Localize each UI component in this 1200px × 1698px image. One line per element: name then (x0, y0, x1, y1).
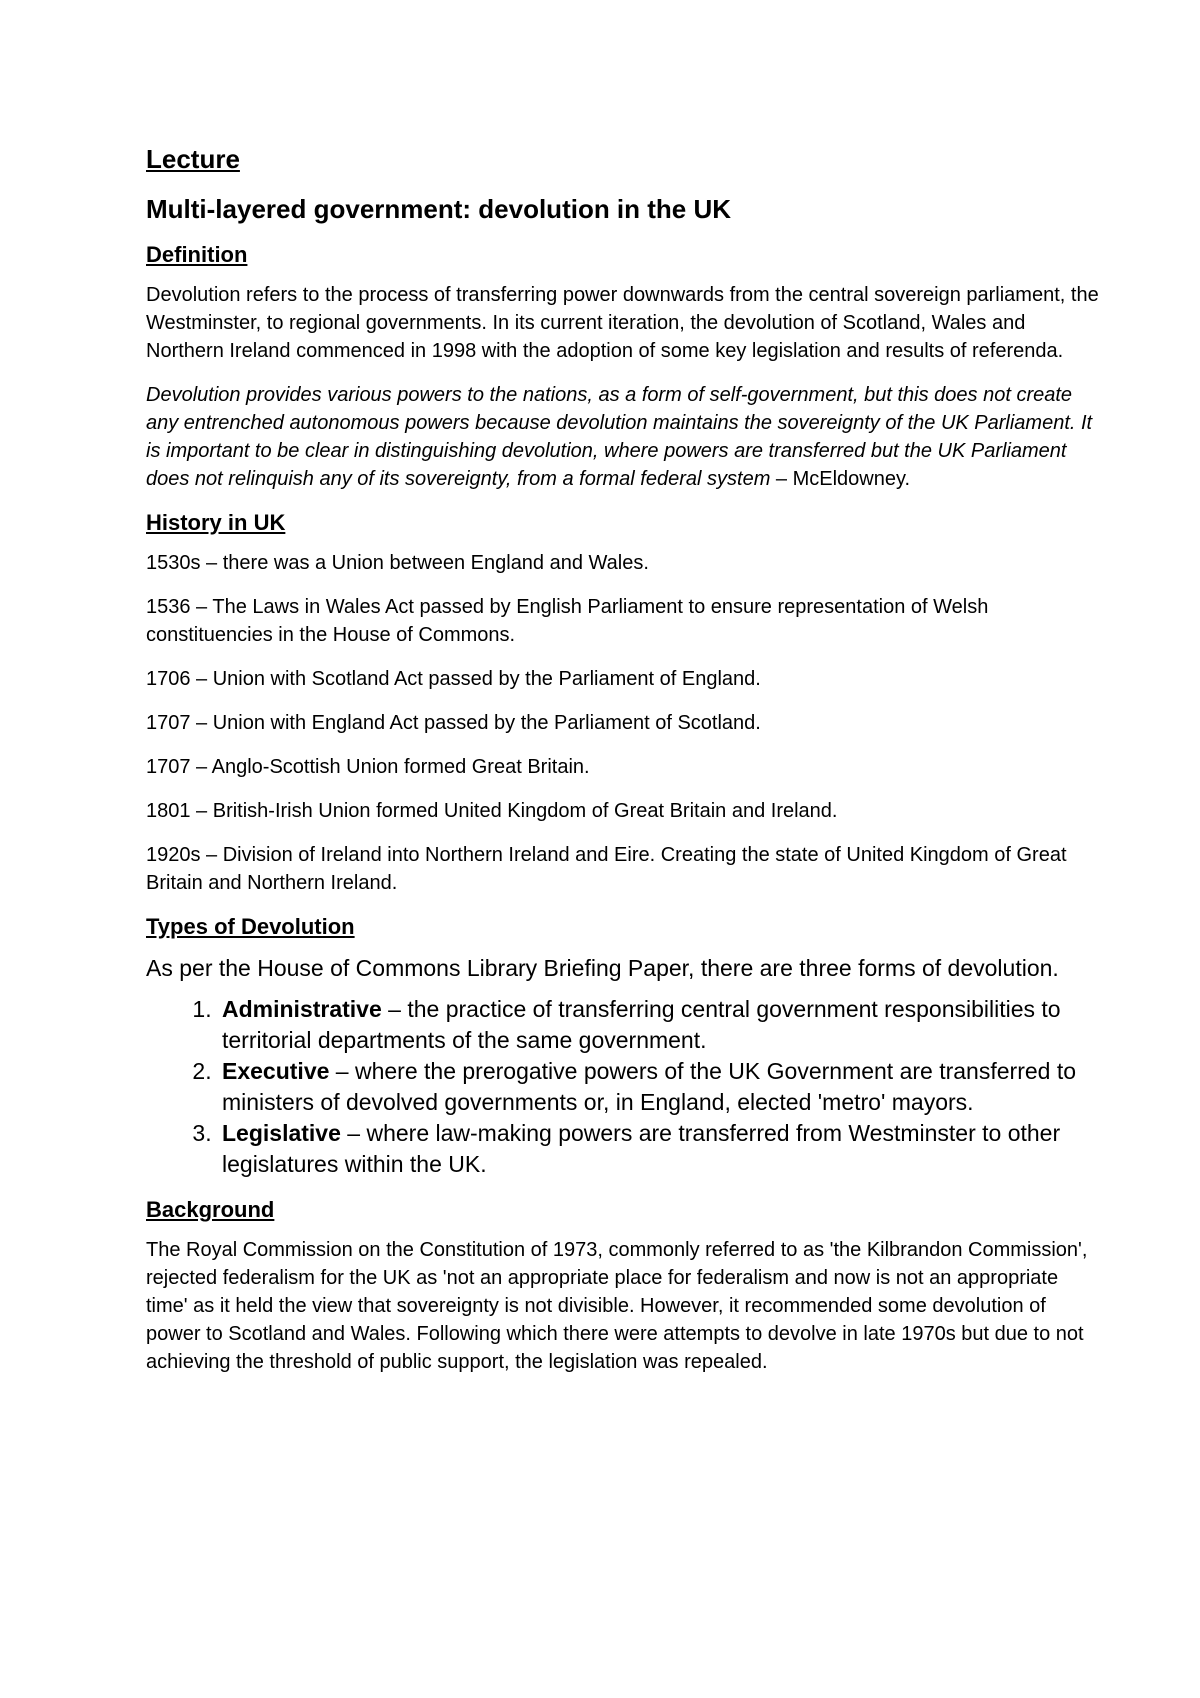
list-item (218, 1056, 1100, 1118)
history-heading: History in UK (146, 510, 286, 535)
types-heading: Types of Devolution (146, 914, 355, 939)
definition-quote (146, 381, 1100, 493)
quote-text: Devolution provides various powers to the nations, as a form of self-government, but this does not create any entrenched autonomous powers because devolution maintains the sovereignty of the UK Parliament. It is important to be clear in distinguishing devolution, where powers are transferred but the UK Parliament does not relinquish any of its sovereignty, from a formal federal system (146, 384, 1093, 490)
background-paragraph: The Royal Commission on the Constitution of 1973, commonly referred to as 'the Kilbrandon Commission', rejected federalism for the UK as 'not an appropriate place for federalism and now is not an appropriate time' as it held the view that sovereignty is not divisible. However, it recommended some devolution of power to Scotland and Wales. Following which there were attempts to devolve in late 1970s but due to not achieving the threshold of public support, the legislation was repealed. (146, 1239, 1088, 1373)
type-desc: – where law-making powers are transferred from Westminster to other legislatures within the UK. (222, 1120, 1061, 1177)
types-intro: As per the House of Commons Library Briefing Paper, there are three forms of devolution. (146, 955, 1059, 981)
history-item: 1707 – Union with England Act passed by the Parliament of Scotland. (146, 712, 761, 734)
history-item: 1707 – Anglo-Scottish Union formed Great Britain. (146, 756, 590, 778)
list-item (218, 994, 1100, 1056)
history-item: 1920s – Division of Ireland into Northern Ireland and Eire. Creating the state of United Kingdom of Great Britain and Northern Ireland. (146, 844, 1067, 894)
lecture-heading: Lecture (146, 144, 240, 174)
quote-attribution: – McEldowney. (770, 468, 911, 490)
page-title: Multi-layered government: devolution in the UK (146, 194, 732, 224)
background-heading: Background (146, 1197, 275, 1222)
definition-heading: Definition (146, 242, 248, 267)
definition-paragraph: Devolution refers to the process of transferring power downwards from the central sovereign parliament, the Westminster, to regional governments. In its current iteration, the devolution of Scotland, Wales and Northern Ireland commenced in 1998 with the adoption of some key legislation and results of referenda. (146, 284, 1099, 362)
type-desc: – the practice of transferring central government responsibilities to territorial departments of the same government. (222, 996, 1061, 1053)
types-list (146, 994, 1100, 1180)
type-term: Administrative (222, 996, 382, 1022)
type-desc: – where the prerogative powers of the UK Government are transferred to ministers of devolved governments or, in England, elected 'metro' mayors. (222, 1058, 1077, 1115)
history-item: 1530s – there was a Union between England and Wales. (146, 552, 649, 574)
type-term: Executive (222, 1058, 330, 1084)
history-item: 1706 – Union with Scotland Act passed by the Parliament of England. (146, 668, 761, 690)
history-item: 1801 – British-Irish Union formed United Kingdom of Great Britain and Ireland. (146, 800, 838, 822)
type-term: Legislative (222, 1120, 341, 1146)
history-item: 1536 – The Laws in Wales Act passed by English Parliament to ensure representation of Welsh constituencies in the House of Commons. (146, 596, 989, 646)
list-item (218, 1118, 1100, 1180)
